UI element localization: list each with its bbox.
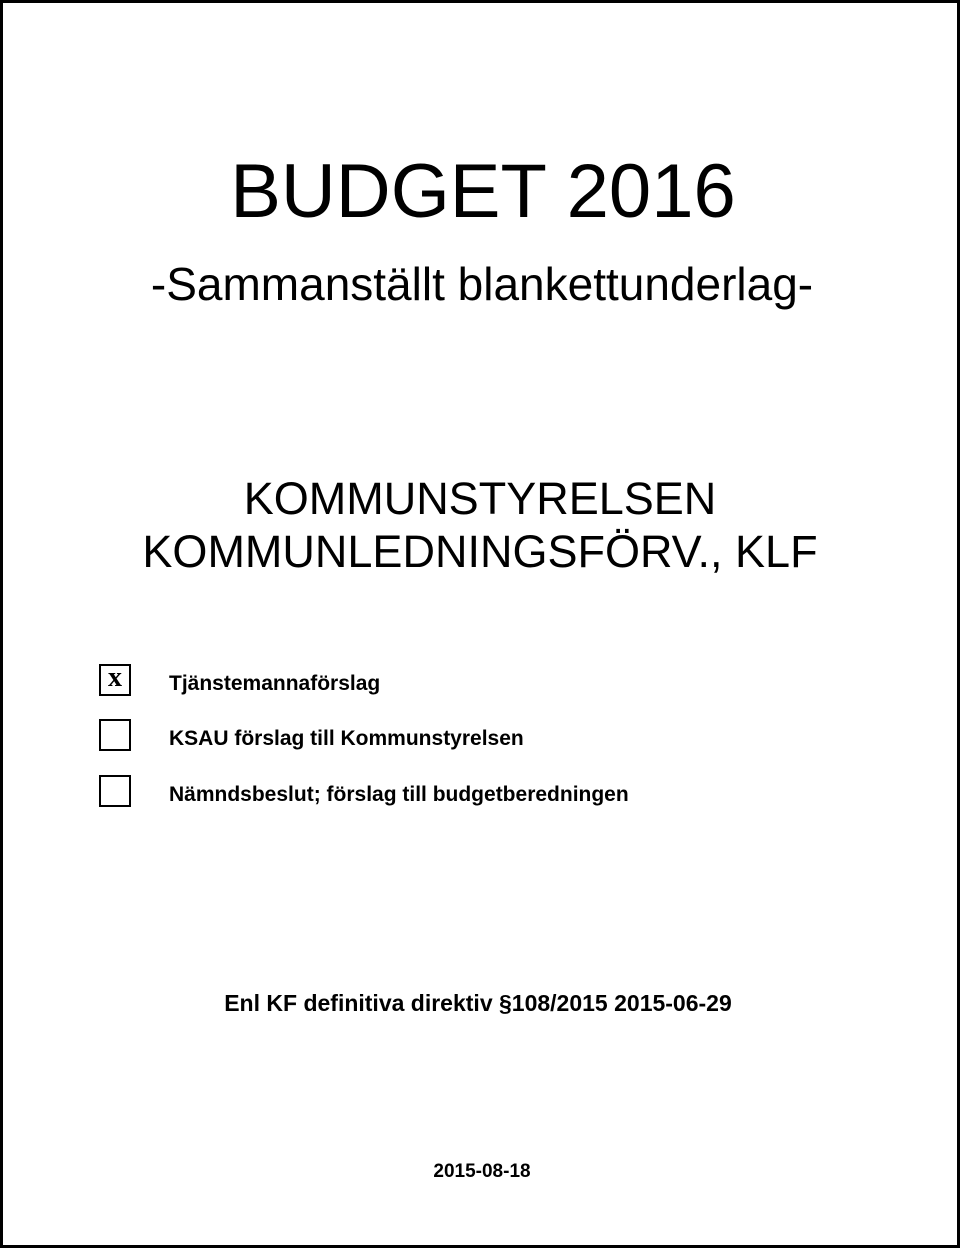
document-date: 2015-08-18	[433, 1161, 531, 1182]
checkbox-namndsbeslut[interactable]	[99, 775, 131, 807]
department-name: KOMMUNLEDNINGSFÖRV., KLF	[142, 526, 818, 577]
checkbox-label: Nämndsbeslut; förslag till budgetberedningen	[169, 783, 629, 806]
checkbox-tjanstemannaforslag[interactable]: x	[99, 664, 131, 696]
checkbox-row-ksau-forslag	[99, 717, 524, 753]
checkbox-ksau-forslag[interactable]	[99, 719, 131, 751]
document-title: BUDGET 2016	[230, 149, 736, 234]
checkbox-row-namndsbeslut	[99, 773, 629, 809]
organization-name: KOMMUNSTYRELSEN	[243, 473, 717, 524]
checkbox-row-tjanstemannaforslag	[99, 662, 381, 698]
checkbox-label: Tjänstemannaförslag	[169, 672, 381, 695]
checkbox-label: KSAU förslag till Kommunstyrelsen	[169, 727, 524, 750]
directive-reference: Enl KF definitiva direktiv §108/2015 2015-06-29	[224, 990, 732, 1016]
document-subtitle: -Sammanställt blankettunderlag-	[150, 258, 814, 310]
